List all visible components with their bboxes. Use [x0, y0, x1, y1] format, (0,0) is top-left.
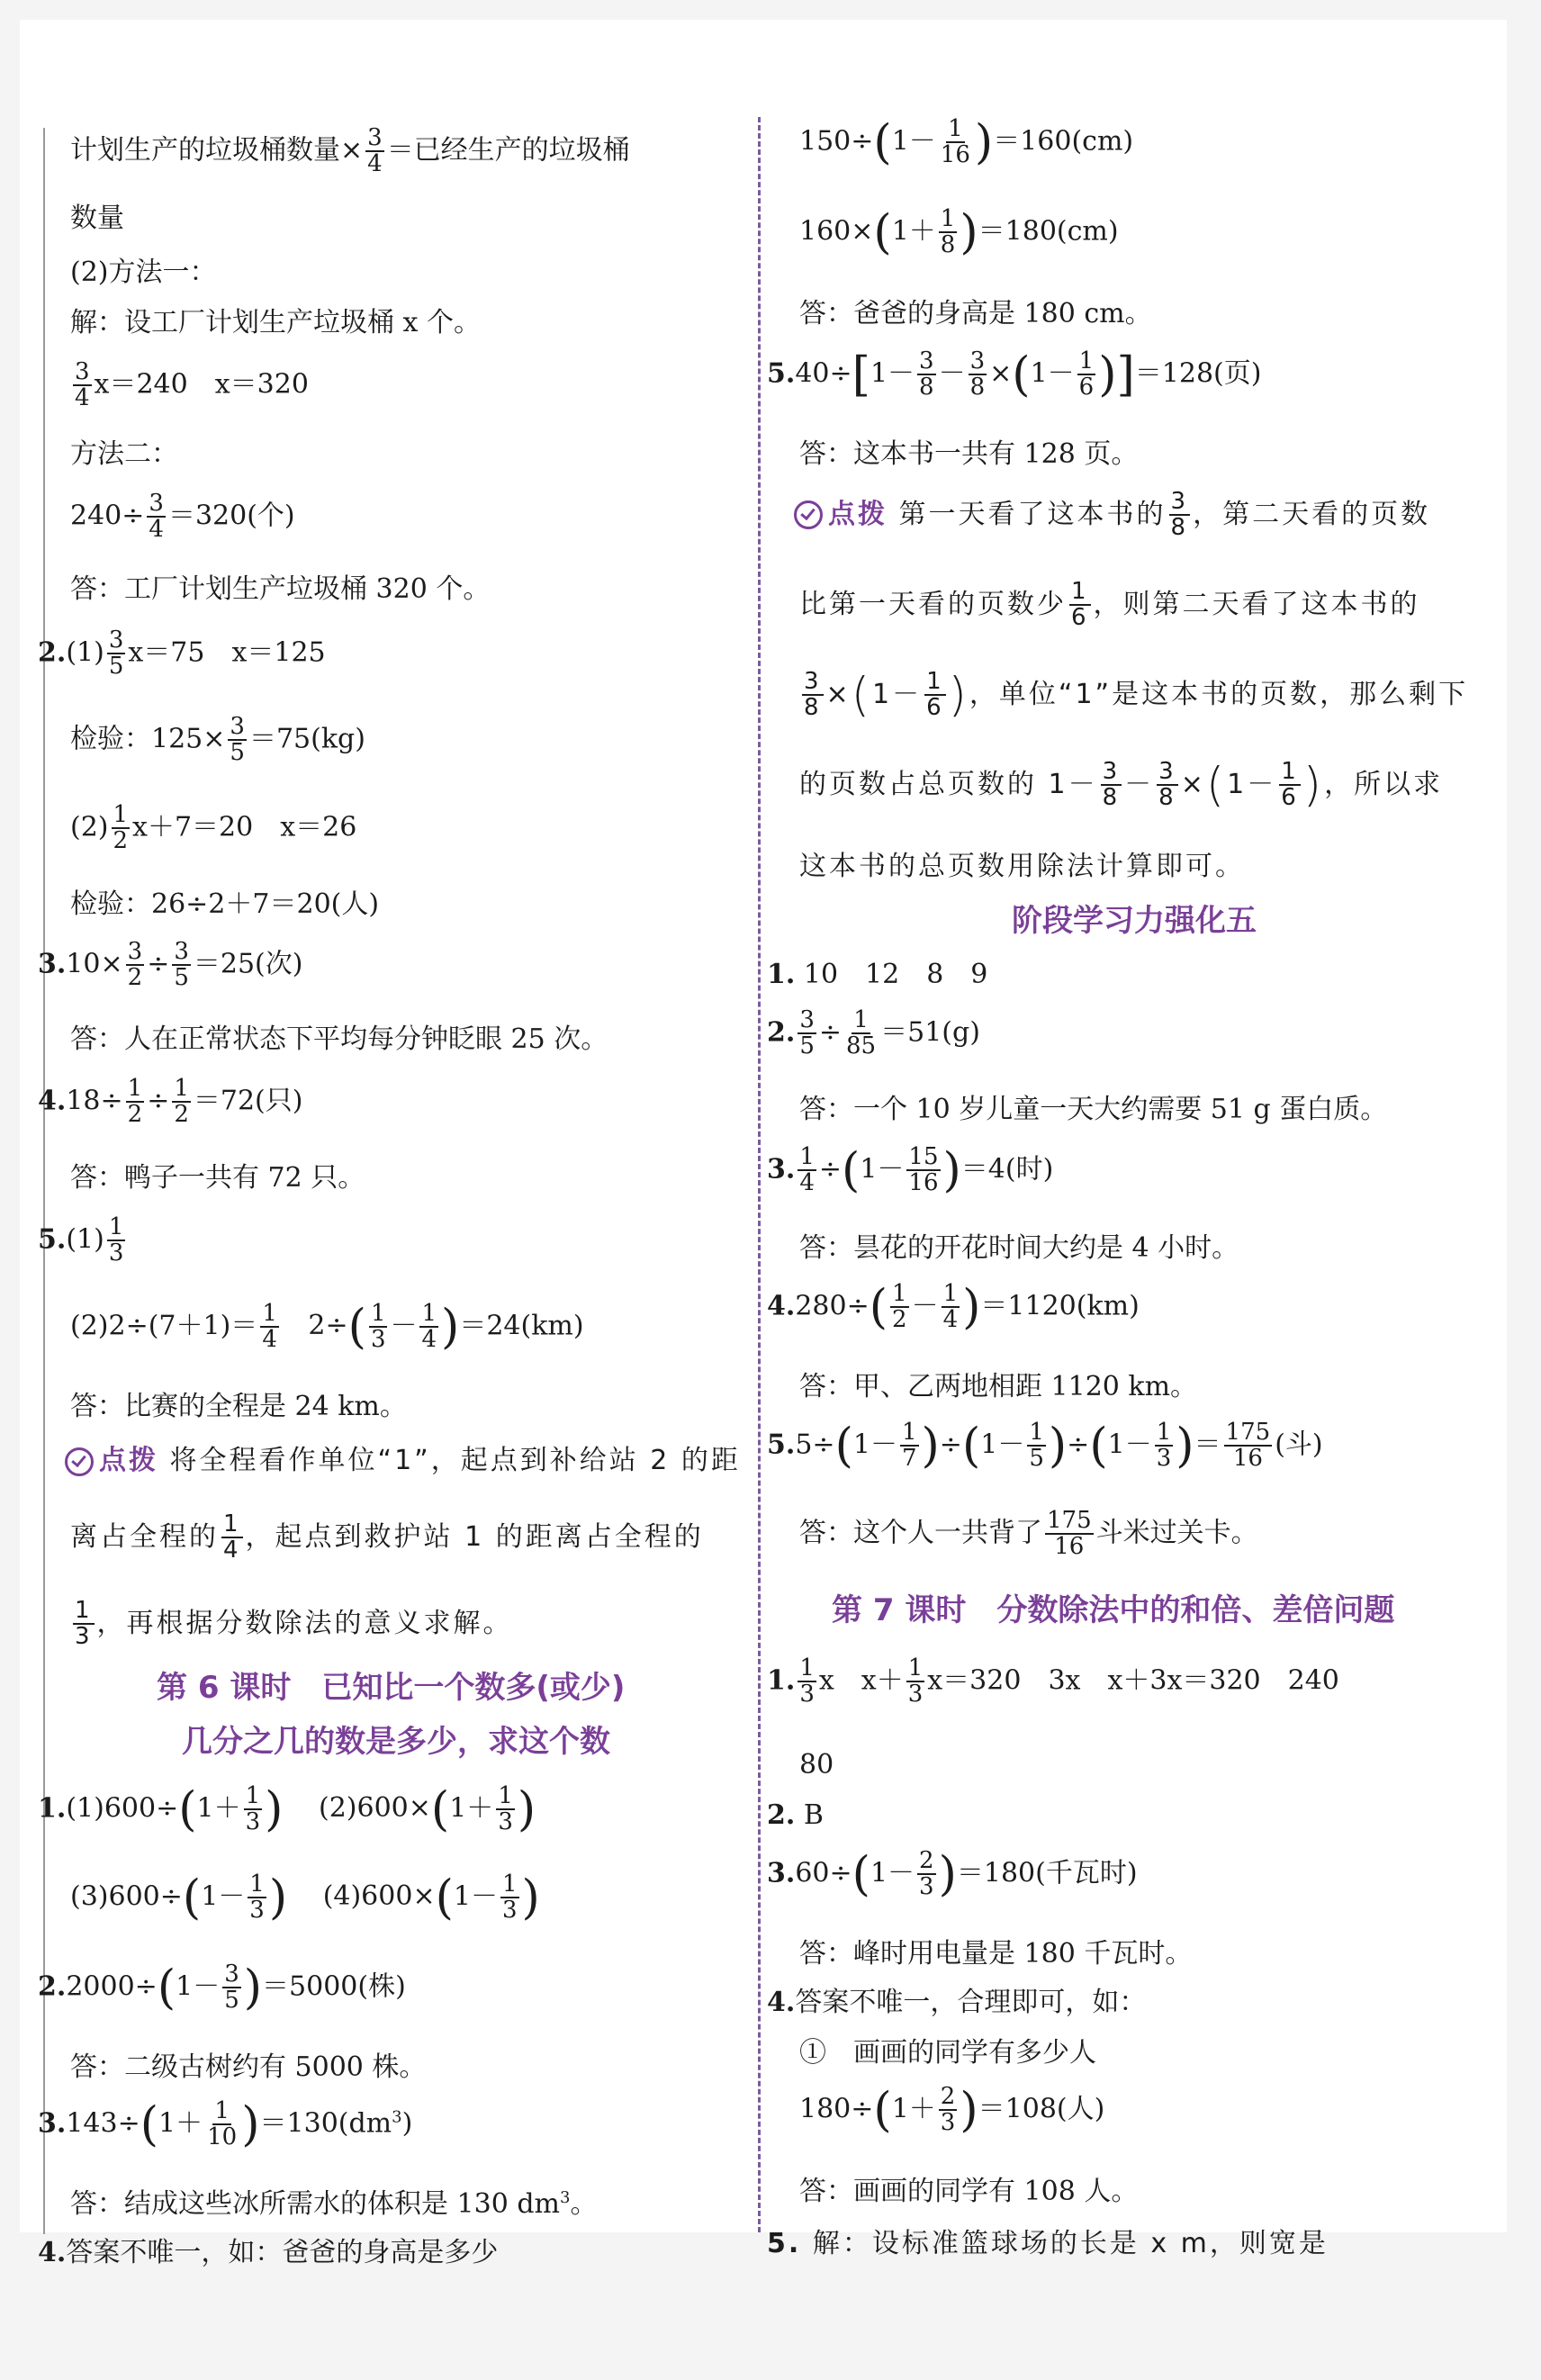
- line: 答：二级古树约有 5000 株。: [70, 2051, 427, 2083]
- question-5: 5.(1) $\frac{1}{3}$: [38, 1213, 124, 1267]
- fraction: $\frac{3}{8}$: [1102, 758, 1121, 812]
- fraction: $\frac{1}{3}$: [498, 1782, 513, 1836]
- line: 80: [799, 1749, 834, 1780]
- section-title: 几分之几的数是多少，求这个数: [182, 1724, 610, 1760]
- fraction: $\frac{3}{5}$: [224, 1961, 239, 2015]
- question-2: 2.(1) $\frac{3}{5}$ x＝75 x＝125: [38, 627, 326, 681]
- fraction: $\frac{1}{3}$: [75, 1597, 93, 1651]
- line: 数量: [70, 203, 124, 234]
- fraction: $\frac{1}{3}$: [501, 1871, 518, 1925]
- fraction: $\frac{3}{4}$: [149, 490, 164, 544]
- line: 方法二：: [70, 438, 178, 470]
- line: 180÷(1＋ $\frac{2}{3}$ )＝108(人): [799, 2083, 1105, 2138]
- lesson6-question-3: 3.143÷(1＋ $\frac{1}{10}$ )$=130(dm^3)$: [38, 2097, 413, 2152]
- fraction: $\frac{1}{3}$: [245, 1782, 261, 1836]
- lesson7-question-1: 1. $\frac{1}{3}$ x x＋ $\frac{1}{3}$ x＝320 3x x＋3x＝320 240: [767, 1654, 1339, 1708]
- fraction: $\frac{3}{4}$: [367, 124, 383, 178]
- stage-question-3: 3. $\frac{1}{4}$ ÷(1－ $\frac{15}{16}$ )＝4(时): [767, 1143, 1054, 1198]
- tip-icon: [65, 1447, 94, 1476]
- line: 计划生产的垃圾桶数量× $\frac{3}{4}$ ＝已经生产的垃圾桶: [70, 124, 630, 178]
- fraction: $\frac{1}{4}$: [421, 1300, 437, 1354]
- fraction: $\frac{1}{4}$: [799, 1143, 815, 1197]
- fraction: $\frac{1}{2}$: [892, 1280, 907, 1334]
- fraction: $\frac{1}{6}$: [1281, 758, 1299, 812]
- fraction: $\frac{2}{3}$: [940, 2083, 956, 2137]
- fraction: $\frac{1}{4}$: [223, 1510, 241, 1564]
- fraction: $\frac{3}{8}$: [969, 347, 986, 401]
- question-5-right: 5.40÷[1－ $\frac{3}{8}$ － $\frac{3}{8}$ ×(1－ $\frac{1}{6}$ )]＝128(页): [767, 347, 1262, 402]
- tip-block-1: 点拨 将全程看作单位“1”，起点到补给站 2 的距: [65, 1444, 741, 1478]
- fraction: $\frac{3}{5}$: [174, 938, 189, 992]
- line: 检验：26÷2＋7＝20(人): [70, 888, 380, 920]
- fraction: $\frac{1}{3}$: [370, 1300, 386, 1354]
- lesson7-question-5: 5. 解：设标准篮球场的长是 x m，则宽是: [767, 2228, 1329, 2259]
- line: 答：工厂计划生产垃圾桶 320 个。: [70, 573, 491, 605]
- line: 答：结成这些冰所需水的体积是 130 $dm^3$。: [70, 2188, 598, 2220]
- fraction: $\frac{2}{3}$: [919, 1847, 934, 1901]
- lesson6-question-4: 4.答案不唯一，如：爸爸的身高是多少: [38, 2237, 499, 2268]
- fraction: $\frac{3}{5}$: [230, 713, 245, 767]
- fraction: $\frac{1}{6}$: [1078, 347, 1095, 401]
- line: 答：甲、乙两地相距 1120 km。: [799, 1371, 1198, 1402]
- line: 答：画画的同学有 108 人。: [799, 2176, 1139, 2207]
- line: 答：比赛的全程是 24 km。: [70, 1391, 407, 1422]
- fraction: $\frac{15}{16}$: [908, 1143, 939, 1197]
- answer-page: [20, 20, 1507, 2268]
- stage-question-4: 4.280÷( $\frac{1}{2}$ － $\frac{1}{4}$ )＝1120(km): [767, 1280, 1140, 1335]
- line: (2) $\frac{1}{2}$ x＋7＝20 x＝26: [70, 801, 357, 855]
- fraction: $\frac{1}{2}$: [127, 1075, 143, 1129]
- line: (2)2÷(7＋1)＝ $\frac{1}{4}$ 2÷( $\frac{1}{3}$ － $\frac{1}{4}$ )＝24(km): [70, 1300, 584, 1355]
- line: $\frac{1}{3}$ ，再根据分数除法的意义求解。: [75, 1597, 513, 1651]
- fraction: $\frac{3}{8}$: [1158, 758, 1176, 812]
- line: 答：爸爸的身高是 180 cm。: [799, 298, 1152, 329]
- fraction: $\frac{1}{2}$: [113, 801, 129, 855]
- line: 150÷(1－ $\frac{1}{16}$ )＝160(cm): [799, 115, 1134, 170]
- line: 的页数占总页数的 1－ $\frac{3}{8}$ － $\frac{3}{8}$ ×(1－ $\frac{1}{6}$ )，所以求: [799, 758, 1444, 813]
- fraction: $\frac{1}{3}$: [1156, 1419, 1172, 1473]
- fraction: $\frac{1}{16}$: [940, 115, 970, 169]
- fraction: $\frac{175}{16}$: [1047, 1507, 1092, 1561]
- line: ① 画画的同学有多少人: [799, 2037, 1096, 2069]
- section-title: 第 6 课时 已知比一个数多(或少): [157, 1670, 626, 1706]
- page-edge-line: [43, 128, 45, 2234]
- line: (3)600÷(1－ $\frac{1}{3}$ ) (4)600×(1－ $\frac{1}{3}$ ): [70, 1871, 540, 1925]
- lesson7-question-2: 2. B: [767, 1799, 824, 1831]
- column-divider: [758, 117, 761, 2232]
- line: $\frac{3}{4}$ x＝240 x＝320: [75, 358, 309, 412]
- fraction: $\frac{1}{3}$: [907, 1654, 924, 1708]
- line: 答：一个 10 岁儿童一天大约需要 51 g 蛋白质。: [799, 1094, 1388, 1125]
- fraction: $\frac{1}{4}$: [262, 1300, 277, 1354]
- line: 比第一天看的页数少 $\frac{1}{6}$ ，则第二天看了这本书的: [799, 578, 1420, 632]
- line: 240÷ $\frac{3}{4}$ ＝320(个): [70, 490, 295, 544]
- line: 离占全程的 $\frac{1}{4}$ ，起点到救护站 1 的距离占全程的: [70, 1510, 704, 1564]
- fraction: $\frac{3}{4}$: [75, 358, 90, 412]
- line: 答：鸭子一共有 72 只。: [70, 1162, 365, 1194]
- tip-icon: [794, 500, 823, 529]
- fraction: $\frac{3}{5}$: [108, 627, 124, 681]
- line: 答：这本书一共有 128 页。: [799, 438, 1139, 470]
- fraction: $\frac{1}{7}$: [901, 1419, 917, 1473]
- line: 答：峰时用电量是 180 千瓦时。: [799, 1938, 1193, 1970]
- lesson6-question-1: 1.(1)600÷(1＋ $\frac{1}{3}$ ) (2)600×(1＋ $\frac{1}{3}$ ): [38, 1782, 536, 1837]
- stage-question-2: 2. $\frac{3}{5}$ ÷ $\frac{1}{85}$ ＝51(g): [767, 1006, 980, 1060]
- fraction: $\frac{175}{16}$: [1225, 1419, 1271, 1473]
- line: $\frac{3}{8}$ ×(1－ $\frac{1}{6}$ )，单位“1”是这本书的页数，那么剩下: [804, 668, 1469, 723]
- fraction: $\frac{1}{5}$: [1029, 1419, 1044, 1473]
- line: 检验：125× $\frac{3}{5}$ ＝75(kg): [70, 713, 365, 767]
- fraction: $\frac{1}{8}$: [940, 205, 956, 259]
- fraction: $\frac{1}{3}$: [799, 1654, 815, 1708]
- question-4: 4.18÷ $\frac{1}{2}$ ÷ $\frac{1}{2}$ ＝72(只): [38, 1075, 303, 1129]
- fraction: $\frac{3}{8}$: [1170, 488, 1189, 542]
- line: 这本书的总页数用除法计算即可。: [799, 851, 1245, 882]
- fraction: $\frac{1}{85}$: [846, 1006, 877, 1060]
- lesson7-question-3: 3.60÷(1－ $\frac{2}{3}$ )＝180(千瓦时): [767, 1847, 1138, 1902]
- line: (2)方法一：: [70, 257, 217, 288]
- fraction: $\frac{3}{5}$: [799, 1006, 815, 1060]
- fraction: $\frac{1}{6}$: [1071, 578, 1089, 632]
- tip-block-2: 点拨 第一天看了这本书的 $\frac{3}{8}$ ，第二天看的页数: [794, 490, 1430, 541]
- line: 解：设工厂计划生产垃圾桶 x 个。: [70, 307, 481, 338]
- lesson6-question-2: 2.2000÷(1－ $\frac{3}{5}$ )＝5000(株): [38, 1961, 406, 2015]
- stage-question-1: 1. 10 12 8 9: [767, 959, 988, 990]
- fraction: $\frac{1}{3}$: [108, 1213, 124, 1267]
- line: 答：人在正常状态下平均每分钟眨眼 25 次。: [70, 1023, 608, 1055]
- line: 答：这个人一共背了 $\frac{175}{16}$ 斗米过关卡。: [799, 1507, 1258, 1561]
- fraction: $\frac{3}{8}$: [804, 668, 822, 722]
- fraction: $\frac{1}{10}$: [207, 2097, 238, 2151]
- fraction: $\frac{1}{2}$: [174, 1075, 189, 1129]
- fraction: $\frac{3}{8}$: [919, 347, 934, 401]
- question-3: 3.10× $\frac{3}{2}$ ÷ $\frac{3}{5}$ ＝25(次): [38, 938, 303, 992]
- line: 160×(1＋ $\frac{1}{8}$ )＝180(cm): [799, 205, 1119, 260]
- fraction: $\frac{1}{6}$: [926, 668, 944, 722]
- section-title: 第 7 课时 分数除法中的和倍、差倍问题: [832, 1592, 1395, 1628]
- stage-question-5: 5.5÷(1－ $\frac{1}{7}$ )÷(1－ $\frac{1}{5}$ )÷(1－ $\frac{1}{3}$ )＝ $\frac{175}{16}$ (斗): [767, 1419, 1323, 1474]
- fraction: $\frac{1}{4}$: [942, 1280, 959, 1334]
- fraction: $\frac{1}{3}$: [249, 1871, 265, 1925]
- line: 答：昙花的开花时间大约是 4 小时。: [799, 1232, 1239, 1264]
- lesson7-question-4: 4.答案不唯一，合理即可，如：: [767, 1987, 1147, 2018]
- section-title: 阶段学习力强化五: [1012, 903, 1257, 939]
- fraction: $\frac{3}{2}$: [127, 938, 143, 992]
